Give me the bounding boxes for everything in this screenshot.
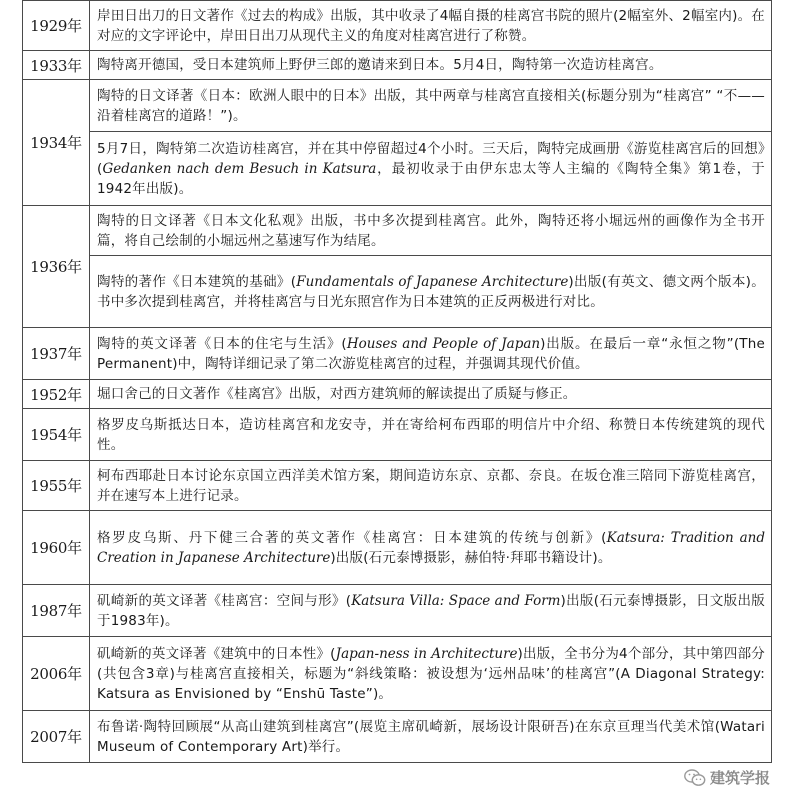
table-row [23, 328, 772, 380]
year-cell: 2006年 [23, 637, 90, 711]
year-cell: 1929年 [23, 1, 90, 51]
event-text: 陶特的著作《日本建筑的基础》( [97, 273, 297, 290]
year-cell: 2007年 [23, 711, 90, 763]
event-cell: 陶特的日文译著《日本文化私观》出版，书中多次提到桂离宫。此外，陶特还将小堀远州的画像作为全书开篇，将自己绘制的小堀远州之墓速写作为结尾。 [90, 206, 772, 256]
table-row [23, 380, 772, 409]
event-text-italic: Katsura: Tradition and Creation in Japanese Architecture [97, 529, 765, 566]
table-row [23, 461, 772, 511]
event-text: 矶崎新的英文译著《建筑中的日本性》( [97, 645, 336, 662]
event-cell: 柯布西耶赴日本讨论东京国立西洋美术馆方案，期间造访东京、京都、奈良。在坂仓准三陪同下游览桂离宫，并在速写本上进行记录。 [90, 461, 772, 511]
wechat-icon [684, 769, 706, 787]
watermark-text: 建筑学报 [709, 769, 770, 787]
event-cell [90, 511, 772, 585]
event-text: )出版(石元泰博摄影，赫伯特·拜耶书籍设计)。 [330, 549, 612, 566]
event-text: )出版(有英文、德文两个版本)。书中多次提到桂离宫，并将桂离宫与日光东照宫作为日本建筑的正反两极进行对比。 [97, 273, 765, 310]
event-cell [90, 256, 772, 328]
year-cell: 1960年 [23, 511, 90, 585]
table-row [23, 256, 772, 328]
event-cell: 布鲁诺·陶特回顾展“从高山建筑到桂离宫”(展览主席矶崎新，展场设计限研吾)在东京亘理当代美术馆(Watari Museum of Contemporary Art)举行。 [90, 711, 772, 763]
event-text-italic: Japan-ness in Architecture [335, 645, 518, 662]
event-text-italic: Houses and People of Japan [346, 335, 541, 352]
table-row [23, 711, 772, 763]
event-cell: 陶特离开德国，受日本建筑师上野伊三郎的邀请来到日本。5月4日，陶特第一次造访桂离宫。 [90, 51, 772, 80]
year-cell: 1933年 [23, 51, 90, 80]
event-text: )出版(石元泰博摄影，日文版出版于1983年)。 [97, 592, 765, 629]
event-text: 格罗皮乌斯、丹下健三合著的英文著作《桂离宫：日本建筑的传统与创新》( [97, 529, 607, 546]
event-text: 陶特的英文译著《日本的住宅与生活》( [97, 335, 347, 352]
table-row [23, 585, 772, 637]
table-row [23, 80, 772, 132]
table-row [23, 132, 772, 206]
event-cell [90, 637, 772, 711]
event-text: ，最初收录于由伊东忠太等人主编的《陶特全集》第1卷，于1942年出版)。 [97, 160, 765, 197]
table-row [23, 1, 772, 51]
event-cell: 岸田日出刀的日文著作《过去的构成》出版，其中收录了4幅自摄的桂离宫书院的照片(2幅室外、2幅室内)。在对应的文字评论中，岸田日出刀从现代主义的角度对桂离宫进行了称赞。 [90, 1, 772, 51]
event-cell [90, 132, 772, 206]
table-row [23, 409, 772, 461]
event-text: 5月7日，陶特第二次造访桂离宫，并在其中停留超过4个小时。三天后，陶特完成画册《游览桂离宫后的回想》( [97, 140, 765, 177]
event-cell: 陶特的日文译著《日本：欧洲人眼中的日本》出版，其中两章与桂离宫直接相关(标题分别为“桂离宫” “不——沿着桂离宫的道路！”)。 [90, 80, 772, 132]
year-cell: 1937年 [23, 328, 90, 380]
event-cell [90, 585, 772, 637]
event-text-italic: Katsura Villa: Space and Form [351, 592, 561, 609]
year-cell: 1934年 [23, 80, 90, 206]
watermark [684, 767, 770, 788]
event-text-italic: Fundamentals of Japanese Architecture [296, 273, 569, 290]
table-row [23, 51, 772, 80]
event-text: 矶崎新的英文译著《桂离宫：空间与形》( [97, 592, 352, 609]
event-cell: 格罗皮乌斯抵达日本，造访桂离宫和龙安寺，并在寄给柯布西耶的明信片中介绍、称赞日本传统建筑的现代性。 [90, 409, 772, 461]
year-cell: 1955年 [23, 461, 90, 511]
event-cell: 堀口舍己的日文著作《桂离宫》出版，对西方建筑师的解读提出了质疑与修正。 [90, 380, 772, 409]
table-row [23, 511, 772, 585]
event-text: )出版，全书分为4个部分，其中第四部分(共包含3章)与桂离宫直接相关，标题为“斜线策略：被设想为‘远州品味’的桂离宫”(A Diagonal Strategy: Katsura as Envisioned by “Enshū Taste”)。 [97, 645, 765, 702]
year-cell: 1954年 [23, 409, 90, 461]
year-cell: 1987年 [23, 585, 90, 637]
timeline-table [22, 0, 772, 763]
event-text-italic: Gedanken nach dem Besuch in Katsura [102, 160, 377, 177]
year-cell: 1952年 [23, 380, 90, 409]
event-cell [90, 328, 772, 380]
year-cell: 1936年 [23, 206, 90, 328]
table-row [23, 206, 772, 256]
event-text: )出版。在最后一章“永恒之物”(The Permanent)中，陶特详细记录了第二次游览桂离宫的过程，并强调其现代价值。 [97, 335, 765, 372]
table-row [23, 637, 772, 711]
